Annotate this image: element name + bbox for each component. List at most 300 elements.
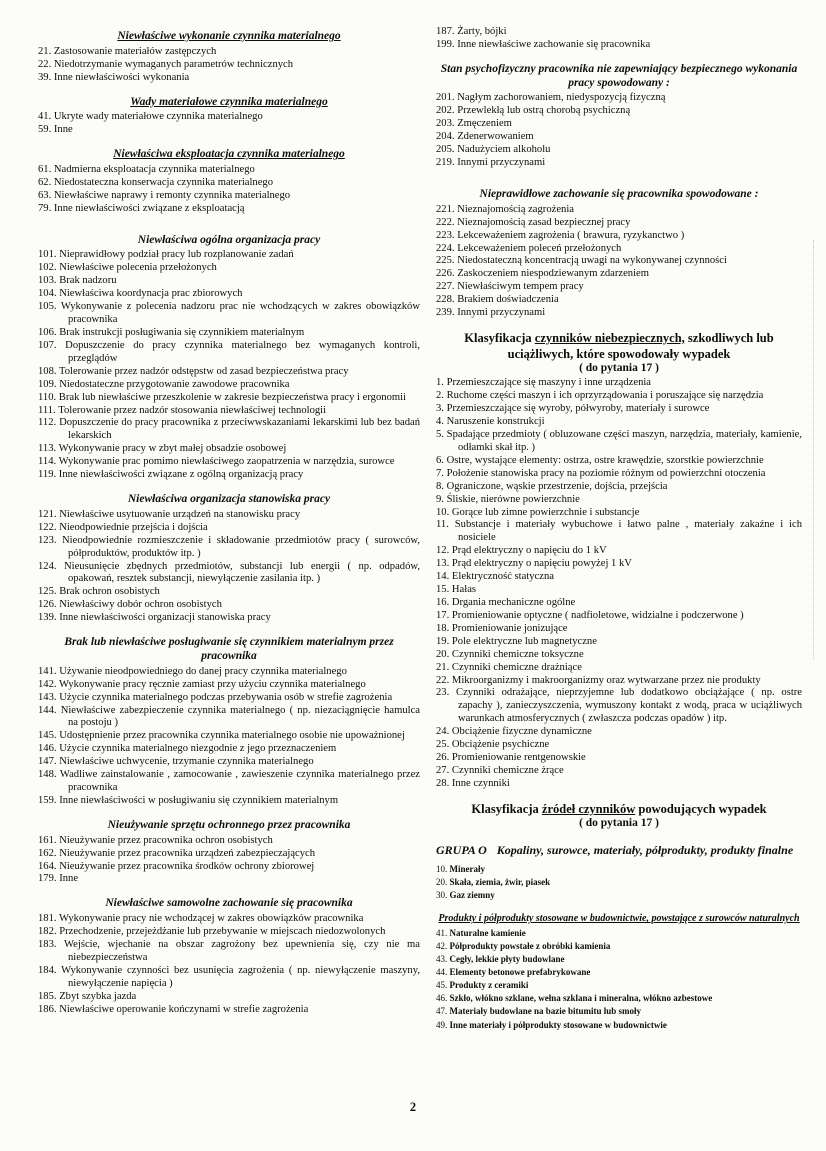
section-heading: Niewłaściwe wykonanie czynnika materialnego [117, 30, 341, 42]
item-number: 10. [436, 864, 448, 875]
item-number: 125. [38, 586, 57, 598]
item-number: 105. [38, 301, 57, 313]
item-list [38, 46, 420, 85]
list-item [436, 281, 802, 294]
item-number: 4. [436, 416, 444, 428]
list-item [38, 561, 420, 587]
list-item [436, 268, 802, 281]
list-item [436, 429, 802, 455]
item-number: 101. [38, 249, 57, 261]
list-item [38, 203, 420, 216]
list-item [38, 795, 420, 808]
item-number: 222. [436, 216, 455, 228]
item-number: 225. [436, 255, 455, 267]
item-text: Ukryte wady materiałowe czynnika materialnego [51, 111, 263, 123]
item-number: 142. [38, 678, 57, 690]
list-item [38, 366, 420, 379]
classification-subheading: ( do pytania 17 ) [579, 362, 659, 375]
item-number: 162. [38, 847, 57, 859]
item-number: 21. [38, 45, 52, 57]
list-item [436, 416, 802, 429]
item-text: Wadliwe zainstalowanie , zamocowanie , zawieszenie czynnika materialnego przez pracownika [56, 769, 420, 794]
item-text: Inne niewłaściwości związane z ogólną organizacją pracy [56, 469, 304, 481]
item-number: 183. [38, 939, 57, 951]
item-text: Nieusunięcie zbędnych przedmiotów, substancji lub energii ( np. odpadów, opakowań, resztek substancji, niewyłączenie zasilania itp. ) [56, 560, 420, 585]
list-item [436, 739, 802, 752]
heading-text: szkodliwych lub uciążliwych, które spowodowały wypadek [507, 331, 774, 361]
list-item [436, 940, 802, 953]
section [38, 636, 420, 808]
item-text: Wykonywanie pracy w zbyt małej obsadzie osobowej [56, 443, 287, 455]
list-item [38, 705, 420, 731]
section-heading: Niewłaściwa ogólna organizacja pracy [137, 233, 321, 246]
list-item [436, 519, 802, 545]
item-text: Niewłaściwe zabezpieczenie czynnika materialnego ( np. niezaciągnięcie hamulca na postoju ) [56, 704, 420, 729]
item-text: Promieniowanie jonizujące [449, 622, 568, 634]
list-item [38, 275, 420, 288]
item-text: Śliskie, nierówne powierzchnie [443, 493, 580, 505]
list-item [38, 679, 420, 692]
item-number: 41. [436, 928, 448, 939]
section [38, 96, 420, 138]
list-item [38, 535, 420, 561]
item-number: 204. [436, 131, 455, 143]
list-item [38, 46, 420, 59]
list-item [38, 340, 420, 366]
list-item [436, 455, 802, 468]
list-item [436, 558, 802, 571]
item-text: Niewłaściwe uchwycenie, trzymanie czynnika materialnego [56, 756, 314, 768]
section [38, 819, 420, 886]
item-number: 46. [436, 993, 448, 1004]
item-text: Dopuszczenie do pracy czynnika materialnego bez wymaganych kontroli, przeglądów [56, 339, 420, 364]
list-item [436, 39, 802, 52]
item-text: Zastosowanie materiałów zastępczych [51, 45, 217, 57]
item-text: Inne niewłaściwości związane z eksploatacją [51, 202, 245, 214]
item-text: Ograniczone, wąskie przestrzenie, dojścia, przejścia [443, 480, 668, 492]
list-item [38, 456, 420, 469]
item-text: Naruszenie konstrukcji [443, 416, 545, 428]
item-number: 119. [38, 469, 57, 481]
item-number: 12. [436, 545, 450, 557]
item-number: 79. [38, 202, 52, 214]
item-text: Hałas [449, 584, 477, 596]
list-item [38, 1004, 420, 1017]
section-heading: Nieprawidłowe zachowanie się pracownika spowodowane : [479, 187, 759, 200]
list-item [436, 243, 802, 256]
item-text: Tolerowanie przez nadzór odstępstw od zasad bezpieczeństwa pracy [56, 365, 349, 377]
section [38, 234, 420, 482]
item-text: Nieużywanie przez pracownika urządzeń zabezpieczających [56, 847, 316, 859]
section-heading: Niewłaściwa organizacja stanowiska pracy [127, 493, 331, 506]
list-item [436, 403, 802, 416]
list-item [38, 379, 420, 392]
item-text: Inne [56, 873, 79, 885]
list-item [436, 765, 802, 778]
item-number: 7. [436, 467, 444, 479]
list-item [38, 939, 420, 965]
item-text: Nieznajomością zagrożenia [454, 203, 574, 215]
item-number: 19. [436, 635, 450, 647]
item-number: 226. [436, 268, 455, 280]
item-text: Brakiem doświadczenia [454, 294, 559, 306]
item-number: 22. [436, 674, 450, 686]
list-item [38, 522, 420, 535]
item-number: 223. [436, 229, 455, 241]
item-text: Brak nadzoru [56, 275, 117, 287]
item-text: Przemieszczające się wyroby, półwyroby, materiały i surowce [443, 403, 710, 415]
group-label: GRUPA O [436, 843, 487, 858]
item-number: 18. [436, 622, 450, 634]
list-item [38, 509, 420, 522]
list-item [38, 124, 420, 137]
item-number: 42. [436, 941, 448, 952]
list-item [436, 675, 802, 688]
list-item [436, 144, 802, 157]
item-number: 161. [38, 834, 57, 846]
item-text: Przewlekłą lub ostrą chorobą psychiczną [454, 105, 631, 117]
item-number: 186. [38, 1003, 57, 1015]
item-number: 2. [436, 390, 444, 402]
item-text: Elementy betonowe prefabrykowane [447, 967, 591, 978]
section [436, 26, 802, 52]
list-item [38, 443, 420, 456]
item-text: Wykonywanie pracy nie wchodzącej w zakres obowiązków pracownika [56, 913, 364, 925]
item-number: 20. [436, 648, 450, 660]
item-number: 21. [436, 661, 450, 673]
item-text: Czynniki chemiczne żrące [449, 764, 564, 776]
item-number: 164. [38, 860, 57, 872]
item-number: 114. [38, 456, 57, 468]
list-item [436, 507, 802, 520]
item-number: 20. [436, 877, 448, 888]
item-number: 202. [436, 105, 455, 117]
item-text: Gorące lub zimne powierzchnie i substancje [449, 506, 640, 518]
item-text: Naturalne kamienie [447, 928, 526, 939]
list-item [436, 1005, 802, 1018]
classification-heading [442, 802, 796, 818]
item-text: Spadające przedmioty ( obluzowane części maszyn, narzędzia, materiały, kamienie, odłamki skał itp. ) [443, 429, 802, 453]
item-text: Brak lub niewłaściwe przeszkolenie w zakresie bezpieczeństwa pracy i ergonomii [56, 391, 406, 403]
list-item [38, 743, 420, 756]
item-number: 49. [436, 1019, 448, 1030]
item-list [38, 111, 420, 137]
list-item [38, 913, 420, 926]
list-item [38, 190, 420, 203]
item-text: Drgania mechaniczne ogólne [449, 596, 576, 608]
item-number: 199. [436, 38, 455, 50]
list-item [436, 687, 802, 726]
item-list [38, 249, 420, 482]
item-text: Tolerowanie przez nadzór stosowania niewłaściwej technologii [55, 404, 327, 416]
section [38, 148, 420, 215]
item-number: 102. [38, 262, 57, 274]
list-item [38, 730, 420, 743]
section-heading: Produkty i półprodukty stosowane w budownictwie, powstające z surowców naturalnych [438, 913, 800, 925]
item-number: 104. [38, 288, 57, 300]
item-number: 219. [436, 157, 455, 169]
list-item [436, 157, 802, 170]
item-text: Promieniowanie rentgenowskie [449, 752, 586, 764]
item-text: Innymi przyczynami [454, 307, 546, 319]
item-number: 107. [38, 339, 57, 351]
list-item [38, 327, 420, 340]
item-text: Nieużywanie przez pracownika ochron osobistych [56, 834, 273, 846]
item-text: Niewłaściwe usytuowanie urządzeń na stanowisku pracy [56, 508, 301, 520]
section-heading: Nieużywanie sprzętu ochronnego przez pracownika [107, 818, 351, 831]
item-number: 1. [436, 377, 444, 389]
group-title: Kopaliny, surowce, materiały, półprodukty, produkty finalne [496, 843, 794, 858]
item-number: 147. [38, 756, 57, 768]
item-text: Ruchome części maszyn i ich oprzyrządowania i poruszające się narzędzia [443, 390, 764, 402]
item-text: Inne niewłaściwości wykonania [51, 71, 190, 83]
item-list [436, 204, 802, 320]
item-text: Materiały budowlane na bazie bitumitu lub smoły [447, 1006, 642, 1017]
item-number: 145. [38, 730, 57, 742]
list-item [436, 26, 802, 39]
item-text: Niedostateczna konserwacja czynnika materialnego [51, 176, 274, 188]
list-item [38, 861, 420, 874]
item-list [436, 377, 802, 791]
item-number: 187. [436, 26, 455, 37]
item-list [38, 835, 420, 887]
item-text: Niewłaściwa koordynacja prac zbiorowych [56, 288, 243, 300]
item-text: Pole elektryczne lub magnetyczne [449, 635, 597, 647]
section-heading: Stan psychofizyczny pracownika nie zapewniający bezpiecznego wykonania pracy spowodowany : [440, 62, 798, 89]
list-item [436, 863, 802, 876]
item-number: 112. [38, 417, 57, 429]
list-item [436, 390, 802, 403]
item-number: 239. [436, 307, 455, 319]
item-list [38, 913, 420, 1016]
list-item [436, 1019, 802, 1032]
item-number: 185. [38, 990, 57, 1002]
item-text: Użycie czynnika materialnego podczas przebywania osób w strefie zagrożenia [56, 691, 393, 703]
item-number: 39. [38, 71, 52, 83]
list-item [38, 177, 420, 190]
item-text: Niedostateczną koncentracją uwagi na wykonywanej czynności [454, 255, 727, 267]
item-number: 24. [436, 726, 450, 738]
item-text: Czynniki chemiczne drażniące [449, 661, 582, 673]
section [436, 913, 802, 1031]
item-number: 59. [38, 124, 52, 136]
item-number: 27. [436, 764, 450, 776]
item-number: 62. [38, 176, 52, 188]
list-item [436, 204, 802, 217]
item-text: Żarty, bójki [454, 26, 507, 37]
list-item [436, 584, 802, 597]
section-heading: Wady materiałowe czynnika materialnego [130, 95, 328, 108]
item-number: 8. [436, 480, 444, 492]
item-text: Przemieszczające się maszyny i inne urządzenia [443, 377, 652, 389]
item-number: 203. [436, 118, 455, 130]
item-text: Substancje i materiały wybuchowe i łatwo palne , materiały zakaźne i ich nosiciele [448, 519, 802, 544]
item-number: 43. [436, 954, 448, 965]
list-item [38, 612, 420, 625]
list-item [436, 131, 802, 144]
item-number: 13. [436, 558, 450, 570]
heading-text: powodujących wypadek [635, 801, 767, 816]
heading-underlined-text: źródeł czynników [541, 801, 636, 816]
item-text: Niewłaściwy dobór ochron osobistych [56, 599, 222, 611]
list-item [436, 610, 802, 623]
item-number: 121. [38, 508, 57, 520]
item-text: Promieniowanie optyczne ( nadfioletowe, widzialne i podczerwone ) [449, 609, 744, 621]
item-text: Używanie nieodpowiedniego do danej pracy czynnika materialnego [56, 665, 347, 677]
item-number: 159. [38, 794, 57, 806]
item-text: Cegły, lekkie płyty budowlane [447, 954, 565, 965]
item-number: 123. [38, 534, 57, 546]
group-heading [436, 843, 802, 859]
list-item [38, 72, 420, 85]
list-item [436, 294, 802, 307]
item-number: 146. [38, 743, 57, 755]
item-number: 141. [38, 665, 57, 677]
list-item [38, 262, 420, 275]
item-text: Przechodzenie, przejeżdżanie lub przebywanie w miejscach niedozwolonych [56, 926, 386, 938]
item-text: Innymi przyczynami [454, 157, 546, 169]
item-text: Nieużywanie przez pracownika środków ochrony zbiorowej [56, 860, 315, 872]
item-number: 182. [38, 926, 57, 938]
classification-subheading: ( do pytania 17 ) [579, 817, 659, 830]
item-text: Elektryczność statyczna [449, 571, 554, 583]
list-item [436, 377, 802, 390]
list-item [436, 230, 802, 243]
list-item [436, 105, 802, 118]
list-item [436, 979, 802, 992]
item-number: 201. [436, 92, 455, 104]
item-text: Nieodpowiednie rozmieszczenie i składowanie przedmiotów pracy ( surowców, półproduktów, produktów itp. ) [56, 534, 420, 559]
item-text: Niedostateczne przygotowanie zawodowe pracownika [56, 378, 290, 390]
item-number: 113. [38, 443, 57, 455]
left-column [38, 26, 420, 1043]
item-text: Niewłaściwym tempem pracy [454, 281, 584, 293]
item-number: 181. [38, 913, 57, 925]
right-column [436, 26, 802, 1043]
item-list [436, 927, 802, 1031]
item-number: 106. [38, 327, 57, 339]
item-number: 25. [436, 739, 450, 751]
item-text: Wykonywanie czynności bez usunięcia zagrożenia ( np. niewyłączenie maszyny, niewyłączenie napięcia ) [56, 964, 420, 989]
item-text: Zbyt szybka jazda [56, 990, 137, 1002]
section [38, 493, 420, 625]
item-number: 139. [38, 612, 57, 624]
item-text: Czynniki odrażające, nieprzyjemne lub dodatkowo obciążające ( np. ostre zapachy ), zanieczyszczenia, wymuszony kontakt z wodą, praca w uciążliwych warunkach atmosferycznych ( zwłaszcza podczas opadów ) itp. [449, 687, 802, 725]
item-text: Udostępnienie przez pracownika czynnika materialnego osobie nie upoważnionej [56, 730, 405, 742]
list-item [38, 59, 420, 72]
item-text: Inne [51, 124, 73, 136]
item-text: Dopuszczenie do pracy pracownika z przeciwwskazaniami lekarskimi lub bez badań lekarskich [56, 417, 420, 442]
item-text: Niewłaściwe naprawy i remonty czynnika materialnego [51, 189, 291, 201]
list-item [38, 586, 420, 599]
scan-artifact-dotted-line [813, 240, 814, 660]
list-item [436, 494, 802, 507]
item-text: Nadmierna eksploatacja czynnika materialnego [51, 164, 255, 175]
list-item [38, 392, 420, 405]
item-number: 16. [436, 596, 450, 608]
list-item [38, 769, 420, 795]
section [38, 30, 420, 85]
item-list [38, 509, 420, 625]
list-item [38, 164, 420, 177]
item-text: Mikroorganizmy i makroorganizmy oraz wytwarzane przez nie produkty [449, 674, 761, 686]
item-number: 144. [38, 704, 57, 716]
item-list [436, 92, 802, 170]
item-text: Wykonywanie z polecenia nadzoru prac nie wchodzących w zakres obowiązków pracownika [56, 301, 420, 326]
item-text: Inne niewłaściwości w posługiwaniu się czynnikiem materialnym [56, 794, 339, 806]
heading-text: Klasyfikacja [471, 801, 542, 816]
item-number: 124. [38, 560, 57, 572]
section [436, 802, 802, 830]
item-number: 6. [436, 454, 444, 466]
page-number: 2 [409, 1100, 417, 1114]
item-text: Inne niewłaściwości organizacji stanowiska pracy [56, 612, 271, 624]
item-text: Inne niewłaściwe zachowanie się pracownika [454, 38, 651, 50]
heading-text: Klasyfikacja [464, 331, 535, 346]
list-item [436, 307, 802, 320]
section [436, 188, 802, 320]
item-text: Nadużyciem alkoholu [454, 144, 551, 156]
item-list [38, 164, 420, 216]
item-number: 126. [38, 599, 57, 611]
item-text: Zaskoczeniem niespodziewanym zdarzeniem [454, 268, 649, 280]
item-number: 11. [436, 519, 449, 531]
item-text: Niedotrzymanie wymaganych parametrów technicznych [51, 58, 294, 70]
list-item [38, 301, 420, 327]
item-text: Niewłaściwe operowanie kończynami w strefie zagrożenia [56, 1003, 309, 1015]
item-number: 227. [436, 281, 455, 293]
item-number: 41. [38, 111, 52, 123]
item-number: 22. [38, 58, 52, 70]
item-text: Użycie czynnika materialnego niezgodnie z jego przeznaczeniem [56, 743, 337, 755]
list-item [38, 848, 420, 861]
item-number: 221. [436, 203, 455, 215]
item-text: Wejście, wjechanie na obszar zagrożony bez upewnienia się, czy nie ma niebezpieczeństwa [56, 939, 420, 963]
item-text: Brak ochron osobistych [56, 586, 160, 598]
item-number: 14. [436, 571, 450, 583]
item-number: 15. [436, 584, 450, 596]
item-number: 23. [436, 687, 450, 699]
item-text: Półprodukty powstałe z obróbki kamienia [447, 941, 611, 952]
list-item [38, 835, 420, 848]
list-item [38, 666, 420, 679]
section-heading: Niewłaściwe samowolne zachowanie się pracownika [105, 897, 353, 910]
item-text: Ostre, wystające elementy: ostrza, ostre krawędzie, szorstkie powierzchnie [443, 454, 764, 466]
list-item [38, 599, 420, 612]
item-number: 184. [38, 964, 57, 976]
item-text: Nagłym zachorowaniem, niedyspozycją fizyczną [454, 92, 666, 104]
heading-underlined-text: czynników niebezpiecznych, [534, 331, 685, 346]
item-text: Skała, ziemia, żwir, piasek [447, 877, 551, 888]
list-item [436, 636, 802, 649]
item-number: 17. [436, 609, 450, 621]
list-item [38, 288, 420, 301]
list-item [38, 926, 420, 939]
item-list [38, 666, 420, 808]
item-number: 5. [436, 429, 444, 440]
list-item [436, 966, 802, 979]
item-text: Lekceważeniem poleceń przełożonych [454, 242, 622, 254]
item-number: 44. [436, 967, 448, 978]
list-item [38, 756, 420, 769]
item-number: 110. [38, 391, 57, 403]
list-item [38, 873, 420, 886]
item-number: 63. [38, 189, 52, 201]
list-item [38, 469, 420, 482]
list-item [436, 571, 802, 584]
item-text: Zmęczeniem [454, 118, 512, 130]
item-text: Wykonywanie prac pomimo niewłaściwego zaopatrzenia w narzędzia, surowce [56, 456, 395, 468]
